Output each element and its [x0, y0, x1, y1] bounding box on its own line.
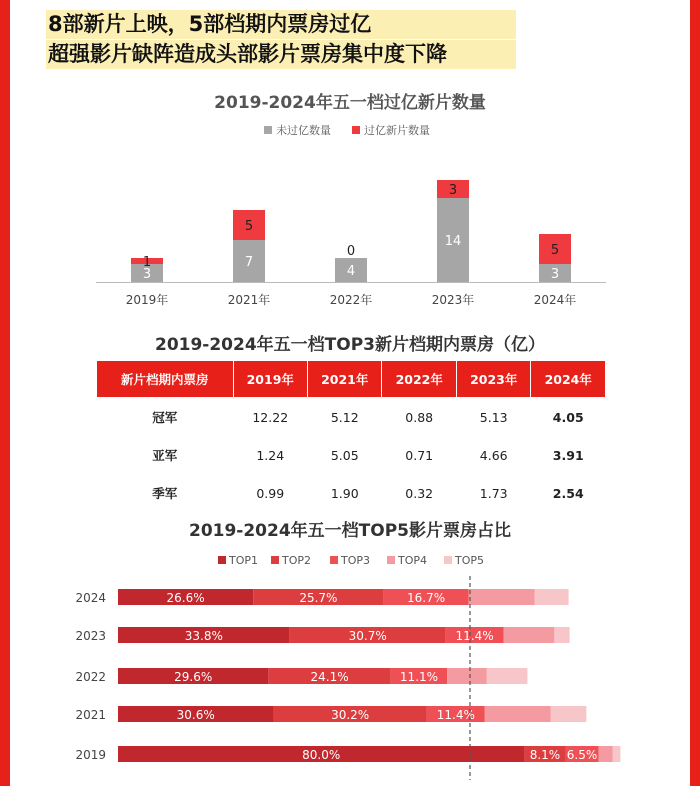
- table-row: [97, 398, 606, 437]
- legend-swatch-over-100m: [352, 126, 360, 134]
- bar-top4: [599, 746, 613, 762]
- x-tick-label: 2019年: [125, 293, 169, 307]
- table-cell: 1.90: [330, 485, 359, 501]
- data-label: 25.7%: [299, 591, 338, 605]
- chart2-title: 2019-2024年五一档TOP3新片档期内票房（亿）: [154, 335, 546, 355]
- table-cell: 0.71: [405, 447, 434, 463]
- chart1-title: 2019-2024年五一档过亿新片数量: [214, 93, 486, 113]
- y-tick-label: 2024: [75, 591, 106, 605]
- col-header: 2023年: [456, 361, 530, 398]
- data-label-not-over-100m: 3: [550, 267, 560, 282]
- legend-swatch-top5: [444, 556, 452, 564]
- bar-top5: [535, 589, 569, 605]
- row-label: 冠军: [152, 410, 178, 425]
- headline-line-1: 8部新片上映，5部档期内票房过亿: [46, 10, 516, 39]
- headline: [46, 10, 516, 69]
- x-tick-label: 2022年: [329, 293, 373, 307]
- data-label: 26.6%: [166, 591, 205, 605]
- legend-label-top2: TOP2: [282, 554, 312, 567]
- table-cell: 5.13: [479, 409, 508, 425]
- x-tick-label: 2021年: [227, 293, 271, 307]
- legend-swatch-top3: [330, 556, 338, 564]
- col-header: 2024年: [531, 361, 606, 398]
- data-label: 11.4%: [436, 708, 475, 722]
- legend-label-top4: TOP4: [398, 554, 428, 567]
- bar-top5: [613, 746, 621, 762]
- data-label-over-100m: 5: [244, 219, 254, 234]
- bar-top5: [487, 668, 528, 684]
- legend-swatch-not-over-100m: [264, 126, 272, 134]
- data-label-over-100m: 0: [346, 244, 356, 259]
- data-label-not-over-100m: 3: [142, 267, 152, 282]
- x-tick-label: 2023年: [431, 293, 475, 307]
- table-cell: 4.05: [552, 409, 584, 425]
- data-label: 6.5%: [566, 748, 598, 762]
- headline-line-2: 超强影片缺阵造成头部影片票房集中度下降: [46, 40, 516, 69]
- table-cell: 1.73: [479, 485, 508, 501]
- data-label: 33.8%: [184, 629, 223, 643]
- data-label-not-over-100m: 7: [244, 255, 254, 270]
- data-label: 11.1%: [399, 670, 439, 684]
- y-tick-label: 2022: [75, 670, 106, 684]
- y-tick-label: 2019: [75, 748, 106, 762]
- table-cell: 2.54: [552, 485, 584, 501]
- table-row: [97, 436, 606, 474]
- x-tick-label: 2024年: [533, 293, 577, 307]
- data-label: 30.6%: [176, 708, 215, 722]
- legend-swatch-top1: [218, 556, 226, 564]
- data-label-over-100m: 3: [448, 183, 458, 198]
- new-films-count-chart: [0, 118, 700, 318]
- table-cell: 5.12: [330, 409, 359, 425]
- data-label: 30.2%: [331, 708, 370, 722]
- data-label-over-100m: 1: [142, 255, 152, 270]
- bar-top4: [485, 706, 551, 722]
- table-cell: 1.24: [256, 447, 285, 463]
- legend-swatch-top4: [387, 556, 395, 564]
- row-label: 亚军: [152, 448, 178, 463]
- table-cell: 0.88: [405, 409, 434, 425]
- bar-top5: [551, 706, 587, 722]
- legend-swatch-top2: [271, 556, 279, 564]
- data-label: 8.1%: [529, 748, 561, 762]
- col-header: 2019年: [233, 361, 307, 398]
- col-header: 2021年: [308, 361, 382, 398]
- col-header: 新片档期内票房: [97, 361, 234, 398]
- table-cell: 0.32: [405, 485, 434, 501]
- table-cell: 12.22: [252, 409, 289, 425]
- table-cell: 5.05: [330, 447, 359, 463]
- data-label: 16.7%: [407, 591, 446, 605]
- data-label: 30.7%: [348, 629, 387, 643]
- bar-top4: [504, 627, 555, 643]
- data-label-not-over-100m: 4: [346, 264, 356, 279]
- bar-top4: [469, 589, 535, 605]
- bar-top4: [447, 668, 487, 684]
- bar-top5: [554, 627, 569, 643]
- top5-share-chart: [0, 548, 700, 784]
- data-label-not-over-100m: 14: [444, 234, 462, 249]
- chart3-title: 2019-2024年五一档TOP5影片票房占比: [188, 521, 512, 541]
- table-cell: 4.66: [479, 447, 508, 463]
- data-label: 80.0%: [302, 748, 341, 762]
- legend-label-top3: TOP3: [341, 554, 371, 567]
- y-tick-label: 2023: [75, 629, 106, 643]
- data-label: 11.4%: [455, 629, 494, 643]
- col-header: 2022年: [382, 361, 456, 398]
- table-cell: 0.99: [256, 485, 285, 501]
- row-label: 季军: [152, 486, 178, 501]
- table-cell: 3.91: [552, 447, 584, 463]
- table-row: [97, 474, 606, 512]
- legend-label-top5: TOP5: [455, 554, 485, 567]
- data-label-over-100m: 5: [550, 243, 560, 258]
- legend-label-top1: TOP1: [229, 554, 259, 567]
- data-label: 24.1%: [310, 670, 349, 684]
- top3-box-office-table: [96, 360, 606, 512]
- legend-label-over-100m: 过亿新片数量: [364, 124, 430, 137]
- y-tick-label: 2021: [75, 708, 106, 722]
- legend-label-not-over-100m: 未过亿数量: [276, 124, 331, 137]
- data-label: 29.6%: [174, 670, 213, 684]
